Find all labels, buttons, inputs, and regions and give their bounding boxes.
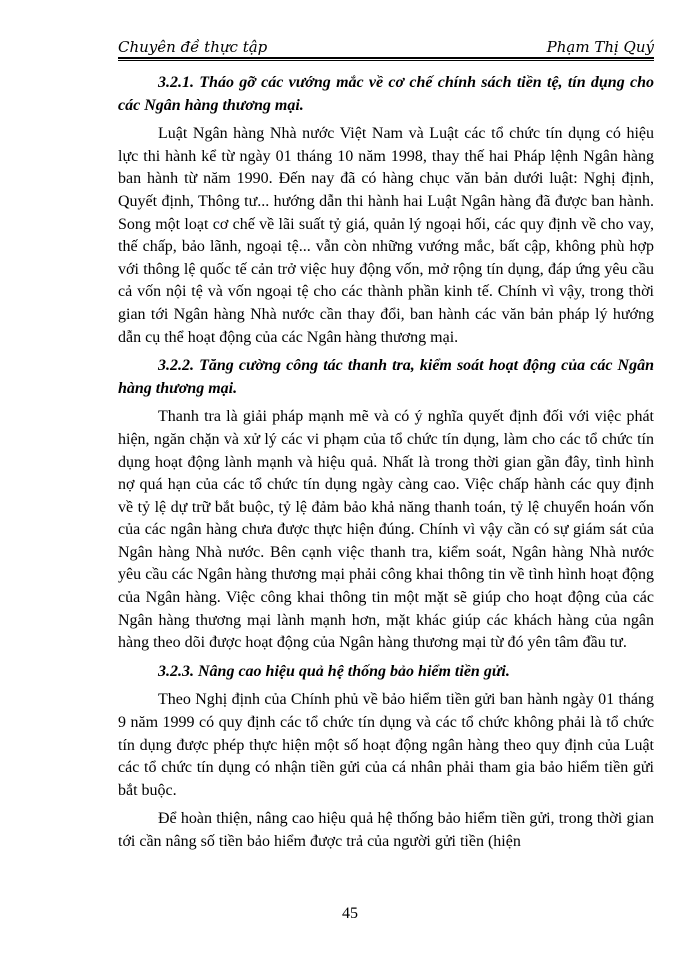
section-heading-3-2-1: 3.2.1. Tháo gỡ các vướng mắc về cơ chế chính sách tiền tệ, tín dụng cho các Ngân hàng thương mại.	[118, 74, 654, 114]
section-3-2-1-paragraph-1: Luật Ngân hàng Nhà nước Việt Nam và Luật các tổ chức tín dụng có hiệu lực thi hành kể từ ngày 01 tháng 10 năm 1998, thay thế hai Pháp lệnh Ngân hàng ban hành từ năm 1990. Đến nay đã có hàng chục văn bản dưới luật: Nghị định, Quyết định, Thông tư... hướng dẫn thi hành hai Luật Ngân hàng đã được ban hành. Song một loạt cơ chế về lãi suất tỷ giá, quản lý ngoại hối, các quy định về cho vay, thế chấp, bảo lãnh, ngoại tệ... vẫn còn những vướng mắc, bất cập, không phù hợp với thông lệ quốc tế cản trở việc huy động vốn, mở rộng tín dụng, đáp ứng yêu cầu cả vốn nội tệ và vốn ngoại tệ cho các thành phần kinh tế. Chính vì vậy, trong thời gian tới Ngân hàng Nhà nước cần thay đổi, ban hành các văn bản pháp lý hướng dẫn cụ thể hoạt động của các Ngân hàng thương mại.	[118, 125, 654, 346]
section-3-2-2-paragraph-1: Thanh tra là giải pháp mạnh mẽ và có ý nghĩa quyết định đối với việc phát hiện, ngăn chặn và xử lý các vi phạm của tổ chức tín dụng, làm cho các tổ chức tín dụng hoạt động lành mạnh và hiệu quả. Nhất là trong thời gian gần đây, tình hình nợ quá hạn của các tổ chức tín dụng ngày càng cao. Việc chấp hành các quy định về tỷ lệ dự trữ bắt buộc, tỷ lệ đảm bảo khả năng thanh toán, tỷ lệ chuyển hoán vốn của các ngân hàng chưa được thực hiện đúng. Chính vì vậy cần có sự giám sát của Ngân hàng Nhà nước. Bên cạnh việc thanh tra, kiểm soát, Ngân hàng Nhà nước yêu cầu các Ngân hàng thương mại phải công khai thông tin về tình hình hoạt động của Ngân hàng. Việc công khai thông tin một mặt sẽ giúp cho hoạt động của các Ngân hàng thương mại lành mạnh hơn, mặt khác giúp các khách hàng của ngân hàng theo dõi được hoạt động của Ngân hàng thương mại từ đó yên tâm đầu tư.	[118, 408, 654, 652]
page-body	[118, 70, 654, 860]
header-left-title: Chuyên đề thực tập	[118, 38, 268, 56]
section-3-2-3-paragraph-2: Để hoàn thiện, nâng cao hiệu quả hệ thống bảo hiểm tiền gửi, trong thời gian tới cần nâng số tiền bảo hiểm được trả của người gửi tiền (hiện	[118, 810, 654, 850]
header-right-author: Phạm Thị Quý	[546, 38, 654, 56]
page-header	[118, 34, 654, 60]
section-3-2-3-paragraph-1: Theo Nghị định của Chính phủ về bảo hiểm tiền gửi ban hành ngày 01 tháng 9 năm 1999 có quy định các tổ chức tín dụng và các tổ chức không phải là tổ chức tín dụng được phép thực hiện một số hoạt động ngân hàng theo quy định của Luật các tổ chức tín dụng có nhận tiền gửi của cá nhân phải tham gia bảo hiểm tiền gửi bắt buộc.	[118, 691, 654, 799]
header-rule	[118, 57, 654, 61]
section-heading-3-2-3: 3.2.3. Nâng cao hiệu quả hệ thống bảo hiểm tiền gửi.	[158, 662, 510, 680]
page-number: 45	[342, 905, 358, 922]
section-heading-3-2-2: 3.2.2. Tăng cường công tác thanh tra, kiểm soát hoạt động của các Ngân hàng thương mại.	[118, 357, 654, 397]
